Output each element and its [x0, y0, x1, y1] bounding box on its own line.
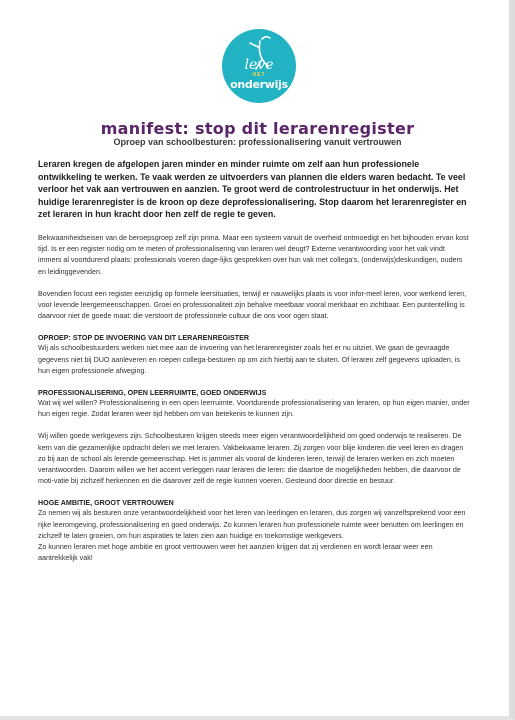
- lead-paragraph: Leraren kregen de afgelopen jaren minder en minder ruimte om zelf aan hun professionele ontwikkeling te werken. Te vaak werden ze uitvoerders van plannen die elders waren bedacht. Te veel verloor het vak aan vertrouwen en aanzien. Te groot werd de controlestructuur in het onderwijs. Het huidige lerarenregister is de kroon op deze deprofessionalisering. Stop daarom het lerarenregister en zet leraren in hun kracht door hen zelf de regie te geven.: [38, 159, 467, 220]
- manifest-content: [38, 158, 470, 575]
- section-paragraph: Wij willen goede werkgevers zijn. Schoolbesturen krijgen steeds meer eigen verantwoordelijkheid om goed onderwijs te realiseren. De kern van die gezamenlijke opdracht delen we met leraren. Vakbekwame leraren. Zij zorgen voor blije kinderen die veel leren en dragen zo bij aan de school als lerende gemeenschap. Het is jammer als vooral de kinderen leren, terwijl de leraren werken en zich moeten verantwoorden. Daarom willen we het accent verleggen naar leraren die leren: die daartoe de mogelijkheden hebben, die daarvoor de moti-vatie bij zichzelf herkennen en die daarover zelf de regie kunnen voeren. Gesteund door directie en bestuur.: [38, 432, 464, 486]
- leve-het-onderwijs-logo: [222, 29, 296, 103]
- body-paragraph: Bovendien focust een register eenzijdig op formele leersituaties, terwijl er nauwelijks plaats is voor infor-meel leren, voor werkend leren, voor levende leergemeenschappen. Groei en professionaliteit zijn behalve meetbaar vooral merkbaar en zichtbaar. Een puntentelling is daarvoor niet de goede maat: die verstoort de professionele cultuur die ons voor ogen staat.: [38, 289, 467, 321]
- section-paragraph: Wat wij wel willen? Professionalisering in een open leerruimte. Voortdurende professionalisering van leraren, op hun eigen manier, onder hun eigen regie. Zodat leraren weer tijd hebben om van betekenis te kunnen zijn.: [38, 399, 470, 419]
- logo-bold-text: onderwijs: [230, 77, 288, 91]
- section-professionalisering: [38, 388, 470, 487]
- section-ambitie: [38, 498, 470, 564]
- page-title: manifest: stop dit lerarenregister: [100, 119, 415, 138]
- dancer-figure-icon: [222, 29, 296, 103]
- section-oproep: [38, 333, 470, 377]
- section-heading: OPROEP: STOP DE INVOERING VAN DIT LERARENREGISTER: [38, 334, 250, 343]
- section-paragraph: Wij als schoolbestuurders werken niet mee aan de invoering van het lerarenregister zoals het er nu uitziet. We gaan de gevraagde gegevens niet bij DUO aanleveren en roepen collega-besturen op om zich hierbij aan te sluiten. Of leraren zelf gegevens uploaden, is hun eigen professionele afweging.: [38, 344, 460, 375]
- section-heading: HOGE AMBITIE, GROOT VERTROUWEN: [38, 499, 174, 508]
- logo-script-text: leve: [244, 56, 274, 73]
- section-paragraph: Zo nemen wij als besturen onze verantwoordelijkheid voor het leren van leerlingen en leraren, dus zorgen wij vanzelfsprekend voor een rijke leeromgeving, professionalisering en goed onderwijs. Zo kunnen leraren hun professionele ruimte weer benutten om leerlingen en zichzelf te laten groeien, om hun aspiraties te laten zien aan huidige en toekomstige werkgevers. Zo kunnen leraren met hoge ambitie en groot vertrouwen weer het aanzien krijgen dat zij verdienen en wordt leraar weer een aantrekkelijk vak!: [38, 509, 466, 563]
- logo-small-text: HET: [252, 71, 266, 78]
- section-heading: PROFESSIONALISERING, OPEN LEERRUIMTE, GOED ONDERWIJS: [38, 389, 267, 397]
- page-subtitle: Oproep van schoolbesturen: professionalisering vanuit vertrouwen: [113, 137, 402, 147]
- body-paragraph: Bekwaamheidseisen van de beroepsgroep zelf zijn prima. Maar een systeem vanuit de overheid ontmoedigt en het bijhouden ervan kost tijd. Is er een register nodig om te meten of professionalisering van leraren wel deugt? Externe verantwoording voor het vak vindt immers al voortdurend plaats: professionals voeren dage-lijks gesprekken over hun vak met collega's, (onderwijs)deskundigen, ouders en leidinggevenden.: [38, 233, 469, 276]
